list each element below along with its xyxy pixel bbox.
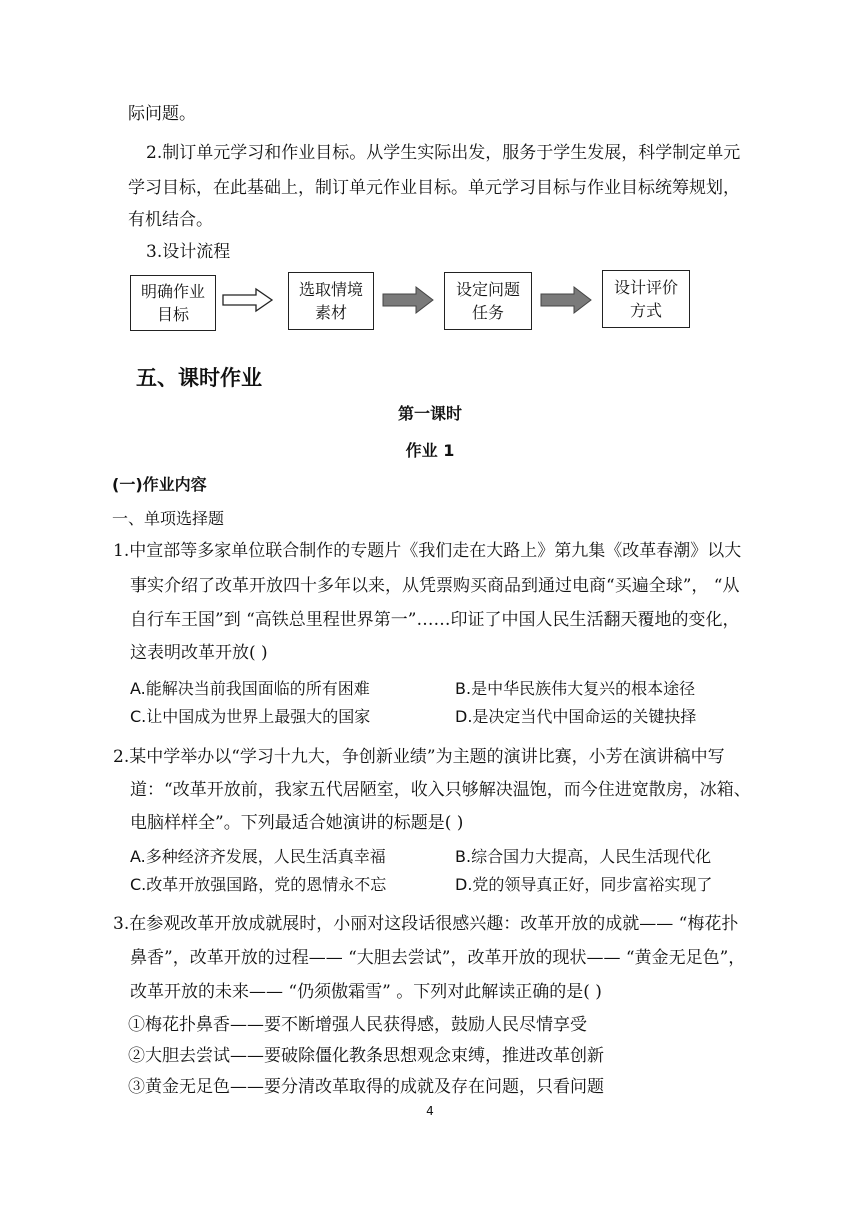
intro-paragraph-2-line-3: 有机结合。: [128, 210, 213, 230]
lesson-title: 第一课时: [397, 404, 462, 423]
question-1-option-d[interactable]: D.是决定当代中国命运的关键抉择: [455, 707, 697, 726]
question-2-option-b[interactable]: B.综合国力大提高，人民生活现代化: [455, 847, 712, 866]
content-label: (一)作业内容: [112, 475, 207, 494]
intro-paragraph-3: 3.设计流程: [146, 242, 231, 262]
question-2-option-c[interactable]: C.改革开放强国路，党的恩情永不忘: [130, 875, 387, 894]
intro-paragraph-2-line-2: 学习目标，在此基础上，制订单元作业目标。单元学习目标与作业目标统筹规划，: [128, 178, 740, 198]
question-3-item-3: ③黄金无足色——要分清改革取得的成就及存在问题，只看问题: [128, 1077, 604, 1097]
question-3-item-2: ②大胆去尝试——要破除僵化教条思想观念束缚，推进改革创新: [128, 1046, 604, 1066]
question-1-line-4: 这表明改革开放( ): [130, 643, 268, 663]
intro-paragraph-2-line-1: 2.制订单元学习和作业目标。从学生实际出发，服务于学生发展，科学制定单元: [146, 143, 741, 163]
question-1-line-3: 自行车王国”到 “高铁总里程世界第一”……印证了中国人民生活翻天覆地的变化，: [130, 610, 740, 630]
filled-arrow-icon: [382, 286, 434, 314]
question-3-line-3: 改革开放的未来—— “仍须傲霜雪” 。下列对此解读正确的是( ): [130, 982, 602, 1002]
homework-title: 作业 1: [405, 441, 455, 460]
question-1-option-c[interactable]: C.让中国成为世界上最强大的国家: [130, 707, 371, 726]
question-2-option-a[interactable]: A.多种经济齐发展，人民生活真幸福: [130, 847, 386, 866]
flow-step-3: 设定问题任务: [444, 272, 532, 330]
question-2-option-d[interactable]: D.党的领导真正好，同步富裕实现了: [455, 875, 713, 894]
question-2-line-1: 2.某中学举办以“学习十九大，争创新业绩”为主题的演讲比赛，小芳在演讲稿中写: [113, 747, 725, 767]
intro-line-1: 际问题。: [128, 104, 196, 124]
question-1-line-1: 1.中宣部等多家单位联合制作的专题片《我们走在大路上》第九集《改革春潮》以大: [113, 541, 742, 561]
question-3-item-1: ①梅花扑鼻香——要不断增强人民获得感，鼓励人民尽情享受: [128, 1015, 587, 1035]
page-number: 4: [426, 1104, 434, 1118]
question-1-line-2: 事实介绍了改革开放四十多年以来，从凭票购买商品到通过电商“买遍全球”， “从: [130, 576, 740, 596]
section-title: 五、课时作业: [136, 366, 262, 390]
question-1-option-a[interactable]: A.能解决当前我国面临的所有困难: [130, 679, 370, 698]
question-3-line-1: 3.在参观改革开放成就展时，小丽对这段话很感兴趣：改革开放的成就—— “梅花扑: [113, 914, 739, 934]
question-1-option-b[interactable]: B.是中华民族伟大复兴的根本途径: [455, 679, 696, 698]
flow-step-4: 设计评价方式: [602, 270, 690, 328]
question-2-line-3: 电脑样样全”。下列最适合她演讲的标题是( ): [130, 813, 464, 833]
question-3-line-2: 鼻香”，改革开放的过程—— “大胆去尝试”，改革开放的现状—— “黄金无足色”，: [130, 948, 746, 968]
question-type-label: 一、单项选择题: [112, 509, 225, 528]
question-2-line-2: 道：“改革开放前，我家五代居陋室，收入只够解决温饱，而今住进宽散房，冰箱、: [130, 780, 751, 800]
flow-step-2: 选取情境素材: [288, 272, 374, 330]
flow-step-1: 明确作业目标: [130, 275, 216, 331]
filled-arrow-icon: [540, 286, 592, 314]
hollow-arrow-icon: [222, 287, 274, 313]
